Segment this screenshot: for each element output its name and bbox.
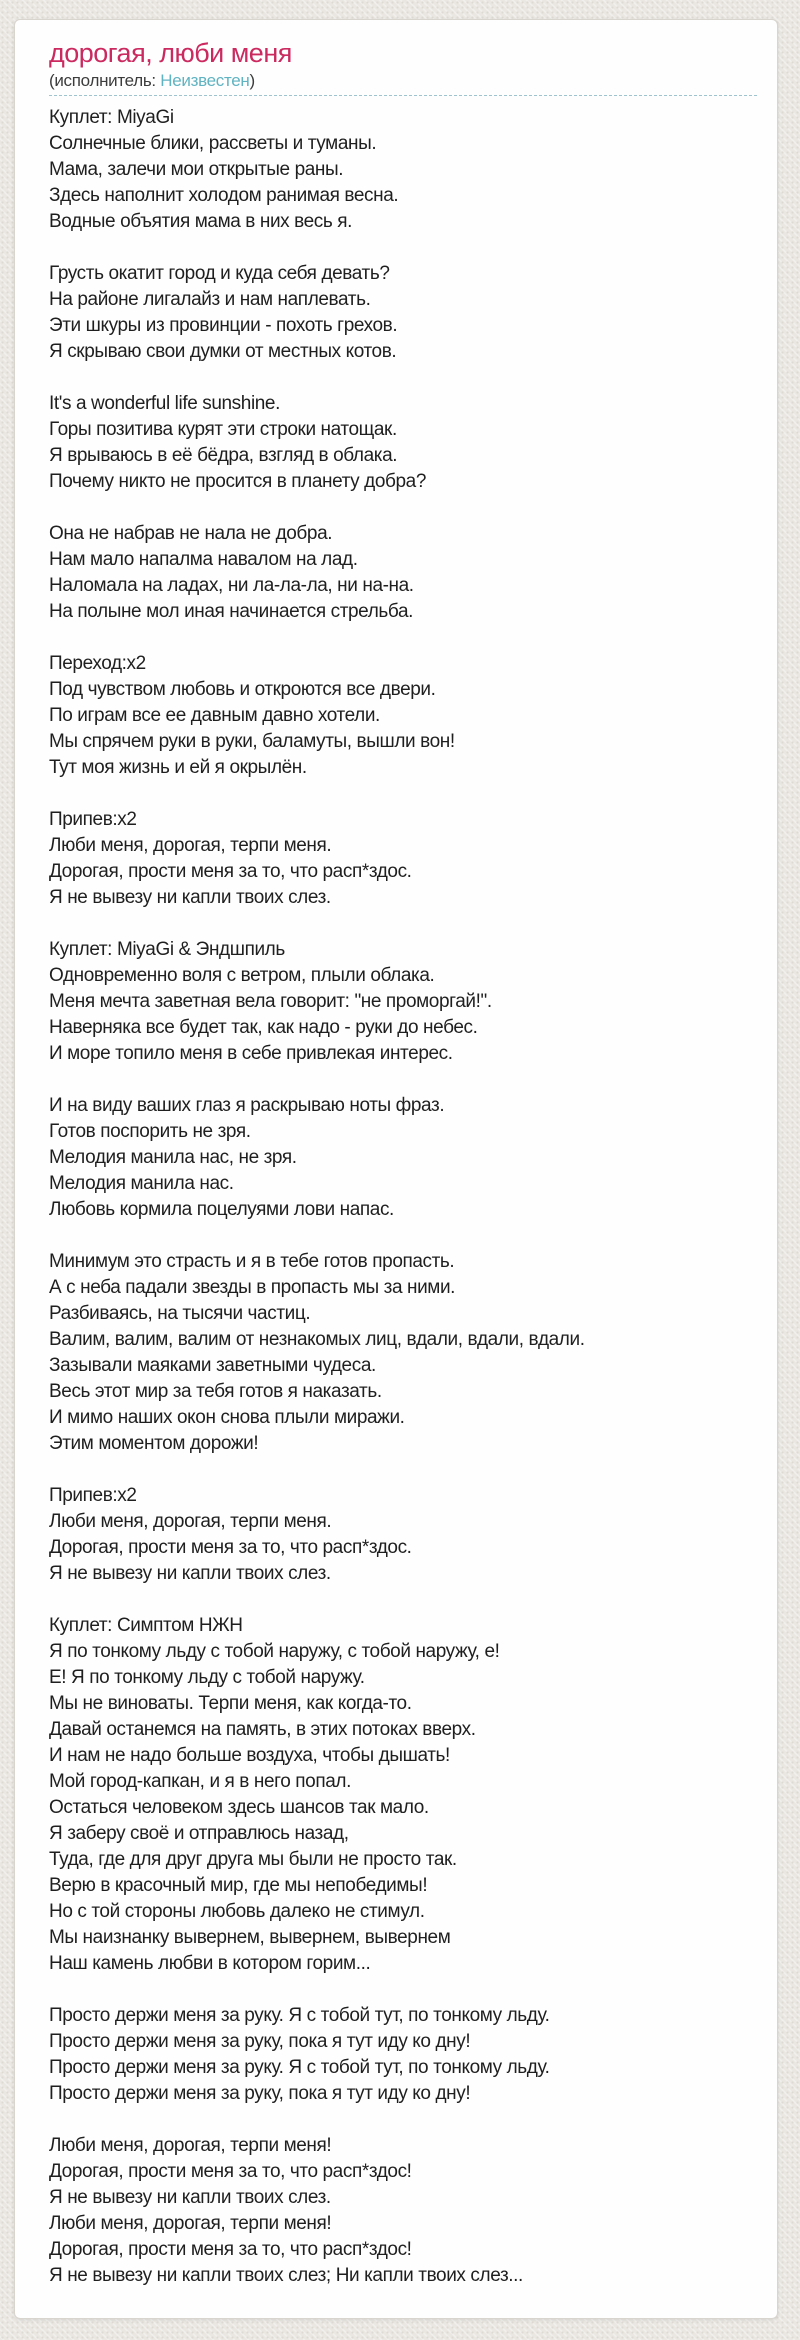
lyric-line: Е! Я по тонкому льду с тобой наружу.: [49, 1667, 365, 1688]
stanza: [49, 1249, 757, 1457]
lyric-line: Я не вывезу ни капли твоих слез.: [49, 2187, 331, 2208]
stanza: [49, 807, 757, 911]
lyric-line: Туда, где для друг друга мы были не просто так.: [49, 1849, 457, 1870]
lyric-line: Просто держи меня за руку, пока я тут иду ко дну!: [49, 2083, 471, 2104]
lyric-line: Наломала на ладах, ни ла-ла-ла, ни на-на.: [49, 575, 414, 596]
lyric-line: Просто держи меня за руку. Я с тобой тут, по тонкому льду.: [49, 2057, 550, 2078]
lyric-line: Я врываюсь в её бёдра, взгляд в облака.: [49, 445, 398, 466]
lyric-line: Дорогая, прости меня за то, что расп*здос.: [49, 1537, 412, 1558]
lyric-line: Любовь кормила поцелуями лови напас.: [49, 1199, 394, 1220]
lyric-line: И море топило меня в себе привлекая интерес.: [49, 1043, 453, 1064]
stanza: [49, 521, 757, 625]
lyric-line: Минимум это страсть и я в тебе готов пропасть.: [49, 1251, 455, 1272]
lyric-line: И на виду ваших глаз я раскрываю ноты фраз.: [49, 1095, 445, 1116]
lyric-line: Наш камень любви в котором горим...: [49, 1953, 371, 1974]
lyric-line: Грусть окатит город и куда себя девать?: [49, 263, 390, 284]
artist-link[interactable]: Неизвестен: [160, 71, 250, 90]
lyric-line: Нам мало напалма навалом на лад.: [49, 549, 358, 570]
artist-label-suffix: ): [249, 71, 255, 90]
lyric-line: Переход:х2: [49, 653, 146, 674]
lyric-line: Мелодия манила нас, не зря.: [49, 1147, 297, 1168]
lyric-line: Весь этот мир за тебя готов я наказать.: [49, 1381, 382, 1402]
lyric-line: Я не вывезу ни капли твоих слез; Ни капли твоих слез...: [49, 2265, 523, 2286]
lyric-line: Люби меня, дорогая, терпи меня.: [49, 1511, 332, 1532]
stanza: [49, 1483, 757, 1587]
stanza: [49, 261, 757, 365]
lyric-line: Я заберу своё и отправлюсь назад,: [49, 1823, 349, 1844]
lyric-line: Люби меня, дорогая, терпи меня!: [49, 2135, 332, 2156]
lyric-line: И нам не надо больше воздуха, чтобы дышать!: [49, 1745, 450, 1766]
lyric-line: Готов поспорить не зря.: [49, 1121, 251, 1142]
lyric-line: Разбиваясь, на тысячи частиц.: [49, 1303, 311, 1324]
lyric-line: На районе лигалайз и нам наплевать.: [49, 289, 371, 310]
lyric-line: Куплет: MiyaGi & Эндшпиль: [49, 939, 285, 960]
stanza: [49, 651, 757, 781]
lyric-line: Мы не виноваты. Терпи меня, как когда-то.: [49, 1693, 412, 1714]
lyric-line: Давай останемся на память, в этих потоках вверх.: [49, 1719, 476, 1740]
lyric-line: Мы наизнанку вывернем, вывернем, вывернем: [49, 1927, 451, 1948]
lyric-line: Дорогая, прости меня за то, что расп*здос!: [49, 2161, 412, 2182]
song-title: дорогая, люби меня: [49, 38, 292, 68]
lyric-line: Дорогая, прости меня за то, что расп*здос.: [49, 861, 412, 882]
lyric-line: Мой город-капкан, и я в него попал.: [49, 1771, 351, 1792]
lyric-line: Горы позитива курят эти строки натощак.: [49, 419, 397, 440]
lyric-line: Она не набрав не нала не добра.: [49, 523, 333, 544]
lyrics-card: [14, 19, 778, 2319]
lyric-line: Припев:х2: [49, 1485, 137, 1506]
lyric-line: Этим моментом дорожи!: [49, 1433, 259, 1454]
stanza: [49, 937, 757, 1067]
stanza: [49, 1613, 757, 1977]
stanza: [49, 1093, 757, 1223]
stanza: [49, 2133, 757, 2289]
lyric-line: Верю в красочный мир, где мы непобедимы!: [49, 1875, 428, 1896]
stanza: [49, 391, 757, 495]
lyric-line: Просто держи меня за руку, пока я тут иду ко дну!: [49, 2031, 471, 2052]
stanza: [49, 2003, 757, 2107]
lyric-line: Остаться человеком здесь шансов так мало.: [49, 1797, 429, 1818]
lyric-line: И мимо наших окон снова плыли миражи.: [49, 1407, 405, 1428]
lyric-line: Дорогая, прости меня за то, что расп*здос!: [49, 2239, 412, 2260]
lyric-line: Я не вывезу ни капли твоих слез.: [49, 1563, 331, 1584]
lyric-line: It's a wonderful life sunshine.: [49, 393, 280, 414]
lyric-line: Мама, залечи мои открытые раны.: [49, 159, 344, 180]
lyric-line: Здесь наполнит холодом ранимая весна.: [49, 185, 399, 206]
lyric-line: Мелодия манила нас.: [49, 1173, 234, 1194]
lyric-line: Просто держи меня за руку. Я с тобой тут, по тонкому льду.: [49, 2005, 550, 2026]
lyric-line: Одновременно воля с ветром, плыли облака.: [49, 965, 435, 986]
lyric-line: Почему никто не просится в планету добра?: [49, 471, 426, 492]
lyric-line: Но с той стороны любовь далеко не стимул.: [49, 1901, 425, 1922]
lyric-line: Зазывали маяками заветными чудеса.: [49, 1355, 376, 1376]
lyric-line: Валим, валим, валим от незнакомых лиц, вдали, вдали, вдали.: [49, 1329, 585, 1350]
lyric-line: На полыне мол иная начинается стрельба.: [49, 601, 413, 622]
lyric-line: Водные объятия мама в них весь я.: [49, 211, 353, 232]
artist-label-prefix: (исполнитель:: [49, 71, 161, 90]
lyric-line: Мы спрячем руки в руки, баламуты, вышли вон!: [49, 731, 455, 752]
lyric-line: Я скрываю свои думки от местных котов.: [49, 341, 397, 362]
lyric-line: По играм все ее давным давно хотели.: [49, 705, 380, 726]
lyric-line: Под чувством любовь и откроются все двери.: [49, 679, 436, 700]
stanza: [49, 105, 757, 235]
lyric-line: Припев:х2: [49, 809, 137, 830]
lyrics-text: [49, 105, 757, 2289]
lyric-line: Солнечные блики, рассветы и туманы.: [49, 133, 377, 154]
lyric-line: Люби меня, дорогая, терпи меня.: [49, 835, 332, 856]
lyric-line: А с неба падали звезды в пропасть мы за ними.: [49, 1277, 456, 1298]
lyric-line: Тут моя жизнь и ей я окрылён.: [49, 757, 307, 778]
lyric-line: Куплет: Симптом НЖН: [49, 1615, 243, 1636]
header: [49, 36, 757, 96]
lyric-line: Я по тонкому льду с тобой наружу, с тобой наружу, е!: [49, 1641, 500, 1662]
lyric-line: Люби меня, дорогая, терпи меня!: [49, 2213, 332, 2234]
lyric-line: Эти шкуры из провинции - похоть грехов.: [49, 315, 398, 336]
lyric-line: Куплет: MiyaGi: [49, 107, 174, 128]
lyric-line: Я не вывезу ни капли твоих слез.: [49, 887, 331, 908]
lyric-line: Наверняка все будет так, как надо - руки до небес.: [49, 1017, 478, 1038]
lyric-line: Меня мечта заветная вела говорит: "не проморгай!".: [49, 991, 492, 1012]
artist-line: [49, 70, 757, 92]
